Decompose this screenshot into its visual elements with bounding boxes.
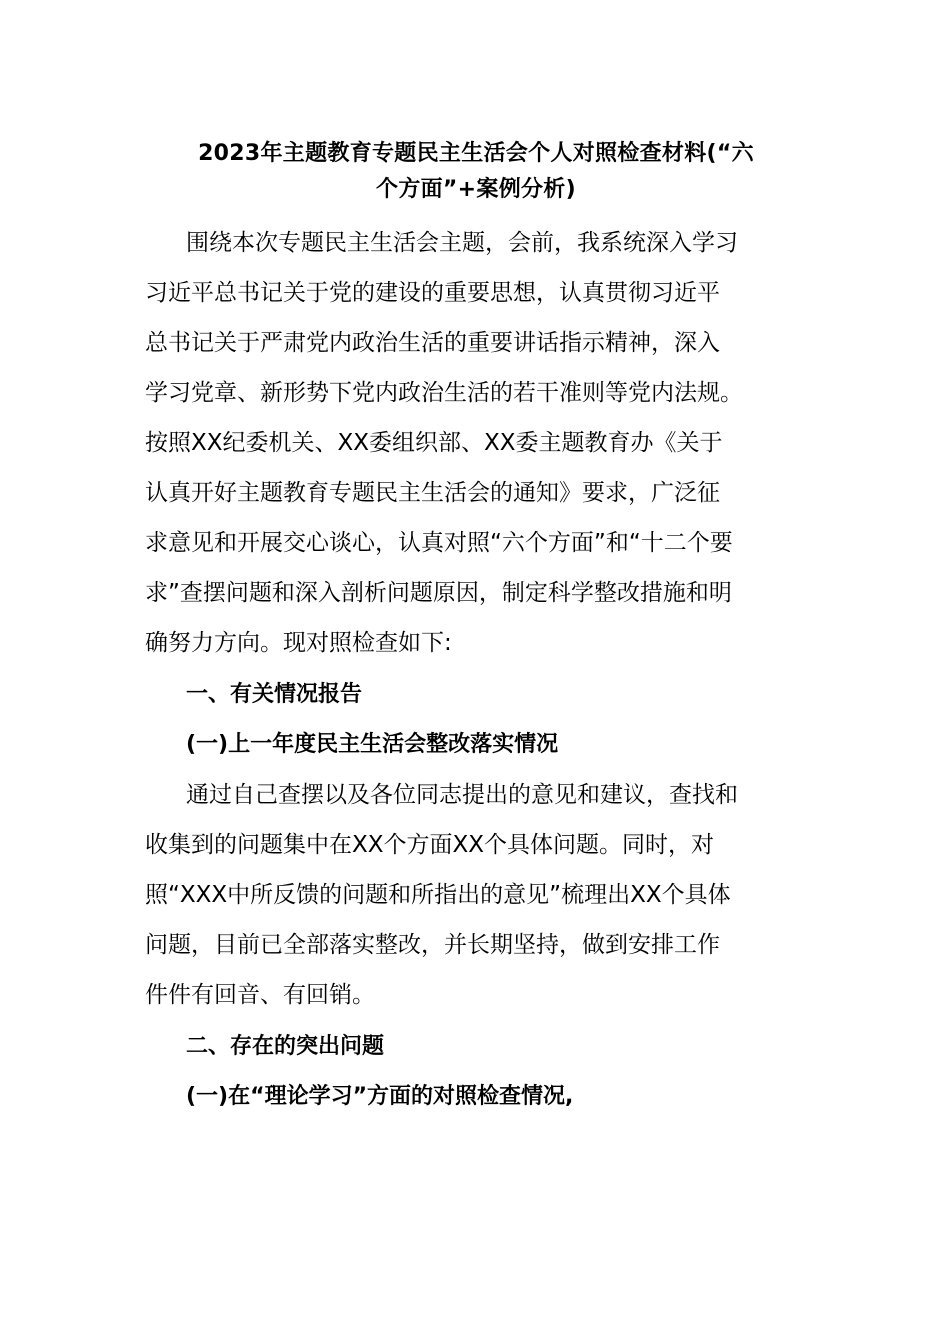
body-line-3: 照“XXX中所反馈的问题和所指出的意见”梳理出XX个具体	[145, 882, 731, 908]
body-line-1: 通过自己查摆以及各位同志提出的意见和建议，查找和	[186, 782, 738, 808]
title-line-1: 2023年主题教育专题民主生活会个人对照检查材料(“六	[198, 141, 754, 166]
intro-line-3: 总书记关于严肃党内政治生活的重要讲话指示精神，深入	[145, 330, 720, 356]
intro-line-9: 确努力方向。现对照检查如下:	[145, 630, 452, 656]
subsection-heading-2-1: (一)在“理论学习”方面的对照检查情况,	[186, 1084, 574, 1109]
intro-line-4: 学习党章、新形势下党内政治生活的若干准则等党内法规。	[145, 380, 743, 406]
intro-line-7: 求意见和开展交心谈心，认真对照“六个方面”和“十二个要	[145, 530, 733, 556]
body-line-4: 问题，目前已全部落实整改，并长期坚持，做到安排工作	[145, 932, 720, 958]
intro-line-6: 认真开好主题教育专题民主生活会的通知》要求，广泛征	[145, 480, 720, 506]
body-line-2: 收集到的问题集中在XX个方面XX个具体问题。同时，对	[145, 832, 715, 858]
title-line-2: 个方面”+案例分析)	[376, 177, 576, 202]
intro-line-1: 围绕本次专题民主生活会主题，会前，我系统深入学习	[186, 230, 738, 256]
intro-line-2: 习近平总书记关于党的建设的重要思想，认真贯彻习近平	[145, 280, 720, 306]
intro-line-8: 求”查摆问题和深入剖析问题原因，制定科学整改措施和明	[145, 580, 732, 606]
intro-paragraph	[145, 218, 807, 668]
body-line-5: 件件有回音、有回销。	[145, 982, 375, 1008]
section-heading-2: 二、存在的突出问题	[186, 1034, 385, 1059]
document-page	[145, 136, 807, 1122]
document-title	[145, 136, 807, 208]
intro-line-5: 按照XX纪委机关、XX委组织部、XX委主题教育办《关于	[145, 430, 723, 456]
subsection-heading-1-1: (一)上一年度民主生活会整改落实情况	[186, 732, 559, 757]
section-1-paragraph	[145, 770, 807, 1020]
section-heading-1: 一、有关情况报告	[186, 682, 363, 707]
